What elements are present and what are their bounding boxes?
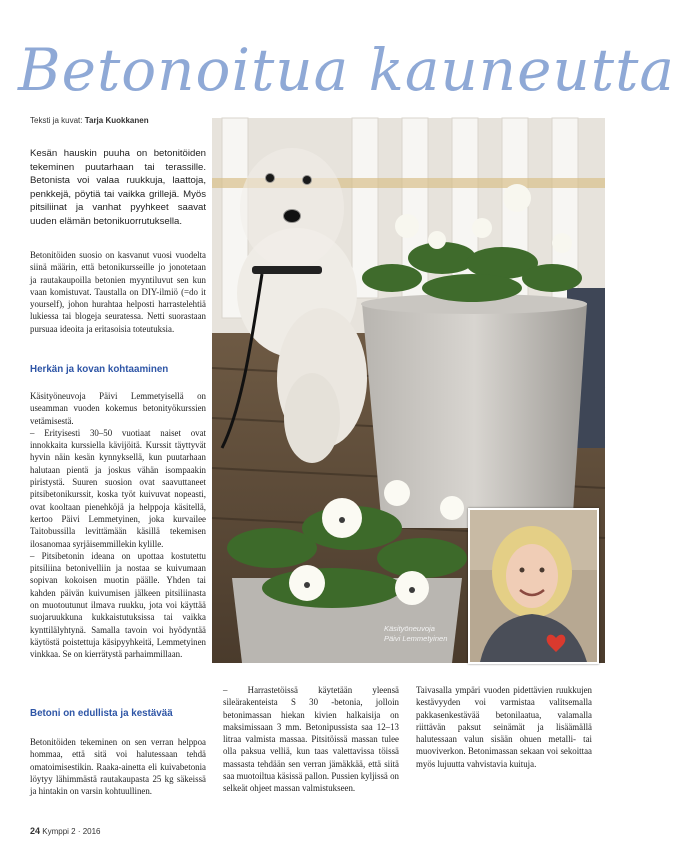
magazine-issue: Kymppi 2 · 2016 <box>42 827 101 836</box>
caption-line-1: Käsityöneuvoja <box>384 624 435 633</box>
column-3-text <box>416 684 592 770</box>
byline <box>30 116 149 125</box>
column-2-text <box>223 684 399 795</box>
col3-paragraph: Taivasalla ympäri vuoden pidettävien ruukkujen kestävyyden voi varmistaa valitsemalla pakkasenkestävää betonilaatua, valamalla riittävän paksut seinämät ja lisäämällä halutessaan valun sisään ohuen metalli- tai muoviverkon. Betonimassan sekaan voi sekoittaa myös lujuutta vahvistavia kuituja. <box>416 685 592 769</box>
caption-line-2: Päivi Lemmetyinen <box>384 634 448 643</box>
page-number: 24 <box>30 826 41 836</box>
intro-text: Betonitöiden suosio on kasvanut vuosi vuodelta siinä määrin, että betonikursseille jo jonotetaan ja rautakaupoilla betonien myyntiluvut sen kun vaan komistuvat. Taustalla on DIY-ilmiö (=do it yourself), johon hurahtaa helposti harrastelehtiä lukiessa tai blogeja seuratessa. Netti suorastaan pursuaa ideoita ja eritasoisia toteutuksia. <box>30 250 206 334</box>
section1-body <box>30 390 206 661</box>
section-heading-2: Betoni on edullista ja kestävää <box>30 708 173 719</box>
col2-paragraph: – Harrastetöissä käytetään yleensä sileärakenteista S 30 -betonia, jolloin betonimassan hiekan kivien halkaisija on maksimissaan 3 mm. Betonipussista saa 12–13 litraa valmista massaa. Pitsitöissä massan tulee olla paksua velliä, kun taas valettavissa töissä massasta tehdään sen verran jämäkkää, että siitä saa muotoiltua käsissä pallon. Pussien kyljissä on selkeät ohjeet massan valmistukseen. <box>223 685 399 794</box>
section1-p1: Käsityöneuvoja Päivi Lemmetyisellä on useamman vuoden kokemus betonityökurssien vetämisestä. <box>30 391 206 426</box>
byline-label: Teksti ja kuvat: <box>30 116 83 125</box>
section1-p3: – Pitsibetonin ideana on upottaa kostutettu pitsiliina betonivelliin ja nostaa se kuivumaan sopivan kokoisen muotin päälle. Yhden tai kahden päivän kuivumisen jälkeen pitsiliinasta on muotoutunut ilmava ruukku, jota voi käyttää suojaruukkuna kukkaistutuksissa tai vaikka kynttilälyhtynä. Samalla tavoin voi hyödyntää käytöstä poistettuja käsipyyhkeitä, Lemmetyinen vinkkaa. Se on kierrätystä parhaimmillaan. <box>30 550 206 660</box>
section-heading-1: Herkän ja kovan kohtaaminen <box>30 364 169 375</box>
section1-p2: – Erityisesti 30–50 vuotiaat naiset ovat innokkaita kurssiella kävijöitä. Kurssit täyttyvät hyvin näin kesän kynnyksellä, kun puutarhaan halutaan pientä ja joskus vähän isompaakin piristystä. Suuren suosion ovat saavuttaneet pitsibetonikurssit, koska työt kuivuvat nopeasti, ovat kooltaan pienehköjä ja helppoja käsitellä, kertoo Päivi Lemmetyinen, joka kurvailee Taitobussilla levittämään käsillä tekemisen ilosanomaa syrjäisemmillekin kylille. <box>30 427 206 549</box>
page-title: Betonoitua kauneutta <box>18 36 675 104</box>
portrait-illustration <box>470 510 597 662</box>
section2-p1: Betonitöiden tekeminen on sen verran helppoa hommaa, että sitä voi halutessaan tehdä omatoimisestikin. Raaka-ainetta eli kuivabetonia löytyy lähimmästä rautakaupasta 25 kg säkeissä ja hintakin on varsin kohtuullinen. <box>30 737 206 797</box>
lead-paragraph: Kesän hauskin puuha on betonitöiden tekeminen puutarhaan tai terassille. Betonista voi valaa ruukkuja, laattoja, penkkejä, pöytiä tai vaikka grillejä. Myös pitsiliinat ja vanhat pyyhkeet saavat uuden elämän betonikuorrutuksella. <box>30 148 206 227</box>
portrait-inset <box>468 508 599 664</box>
page-footer <box>30 826 101 836</box>
intro-paragraph <box>30 249 206 335</box>
photo-caption <box>384 624 447 644</box>
section2-body <box>30 736 206 797</box>
byline-author: Tarja Kuokkanen <box>84 116 149 125</box>
